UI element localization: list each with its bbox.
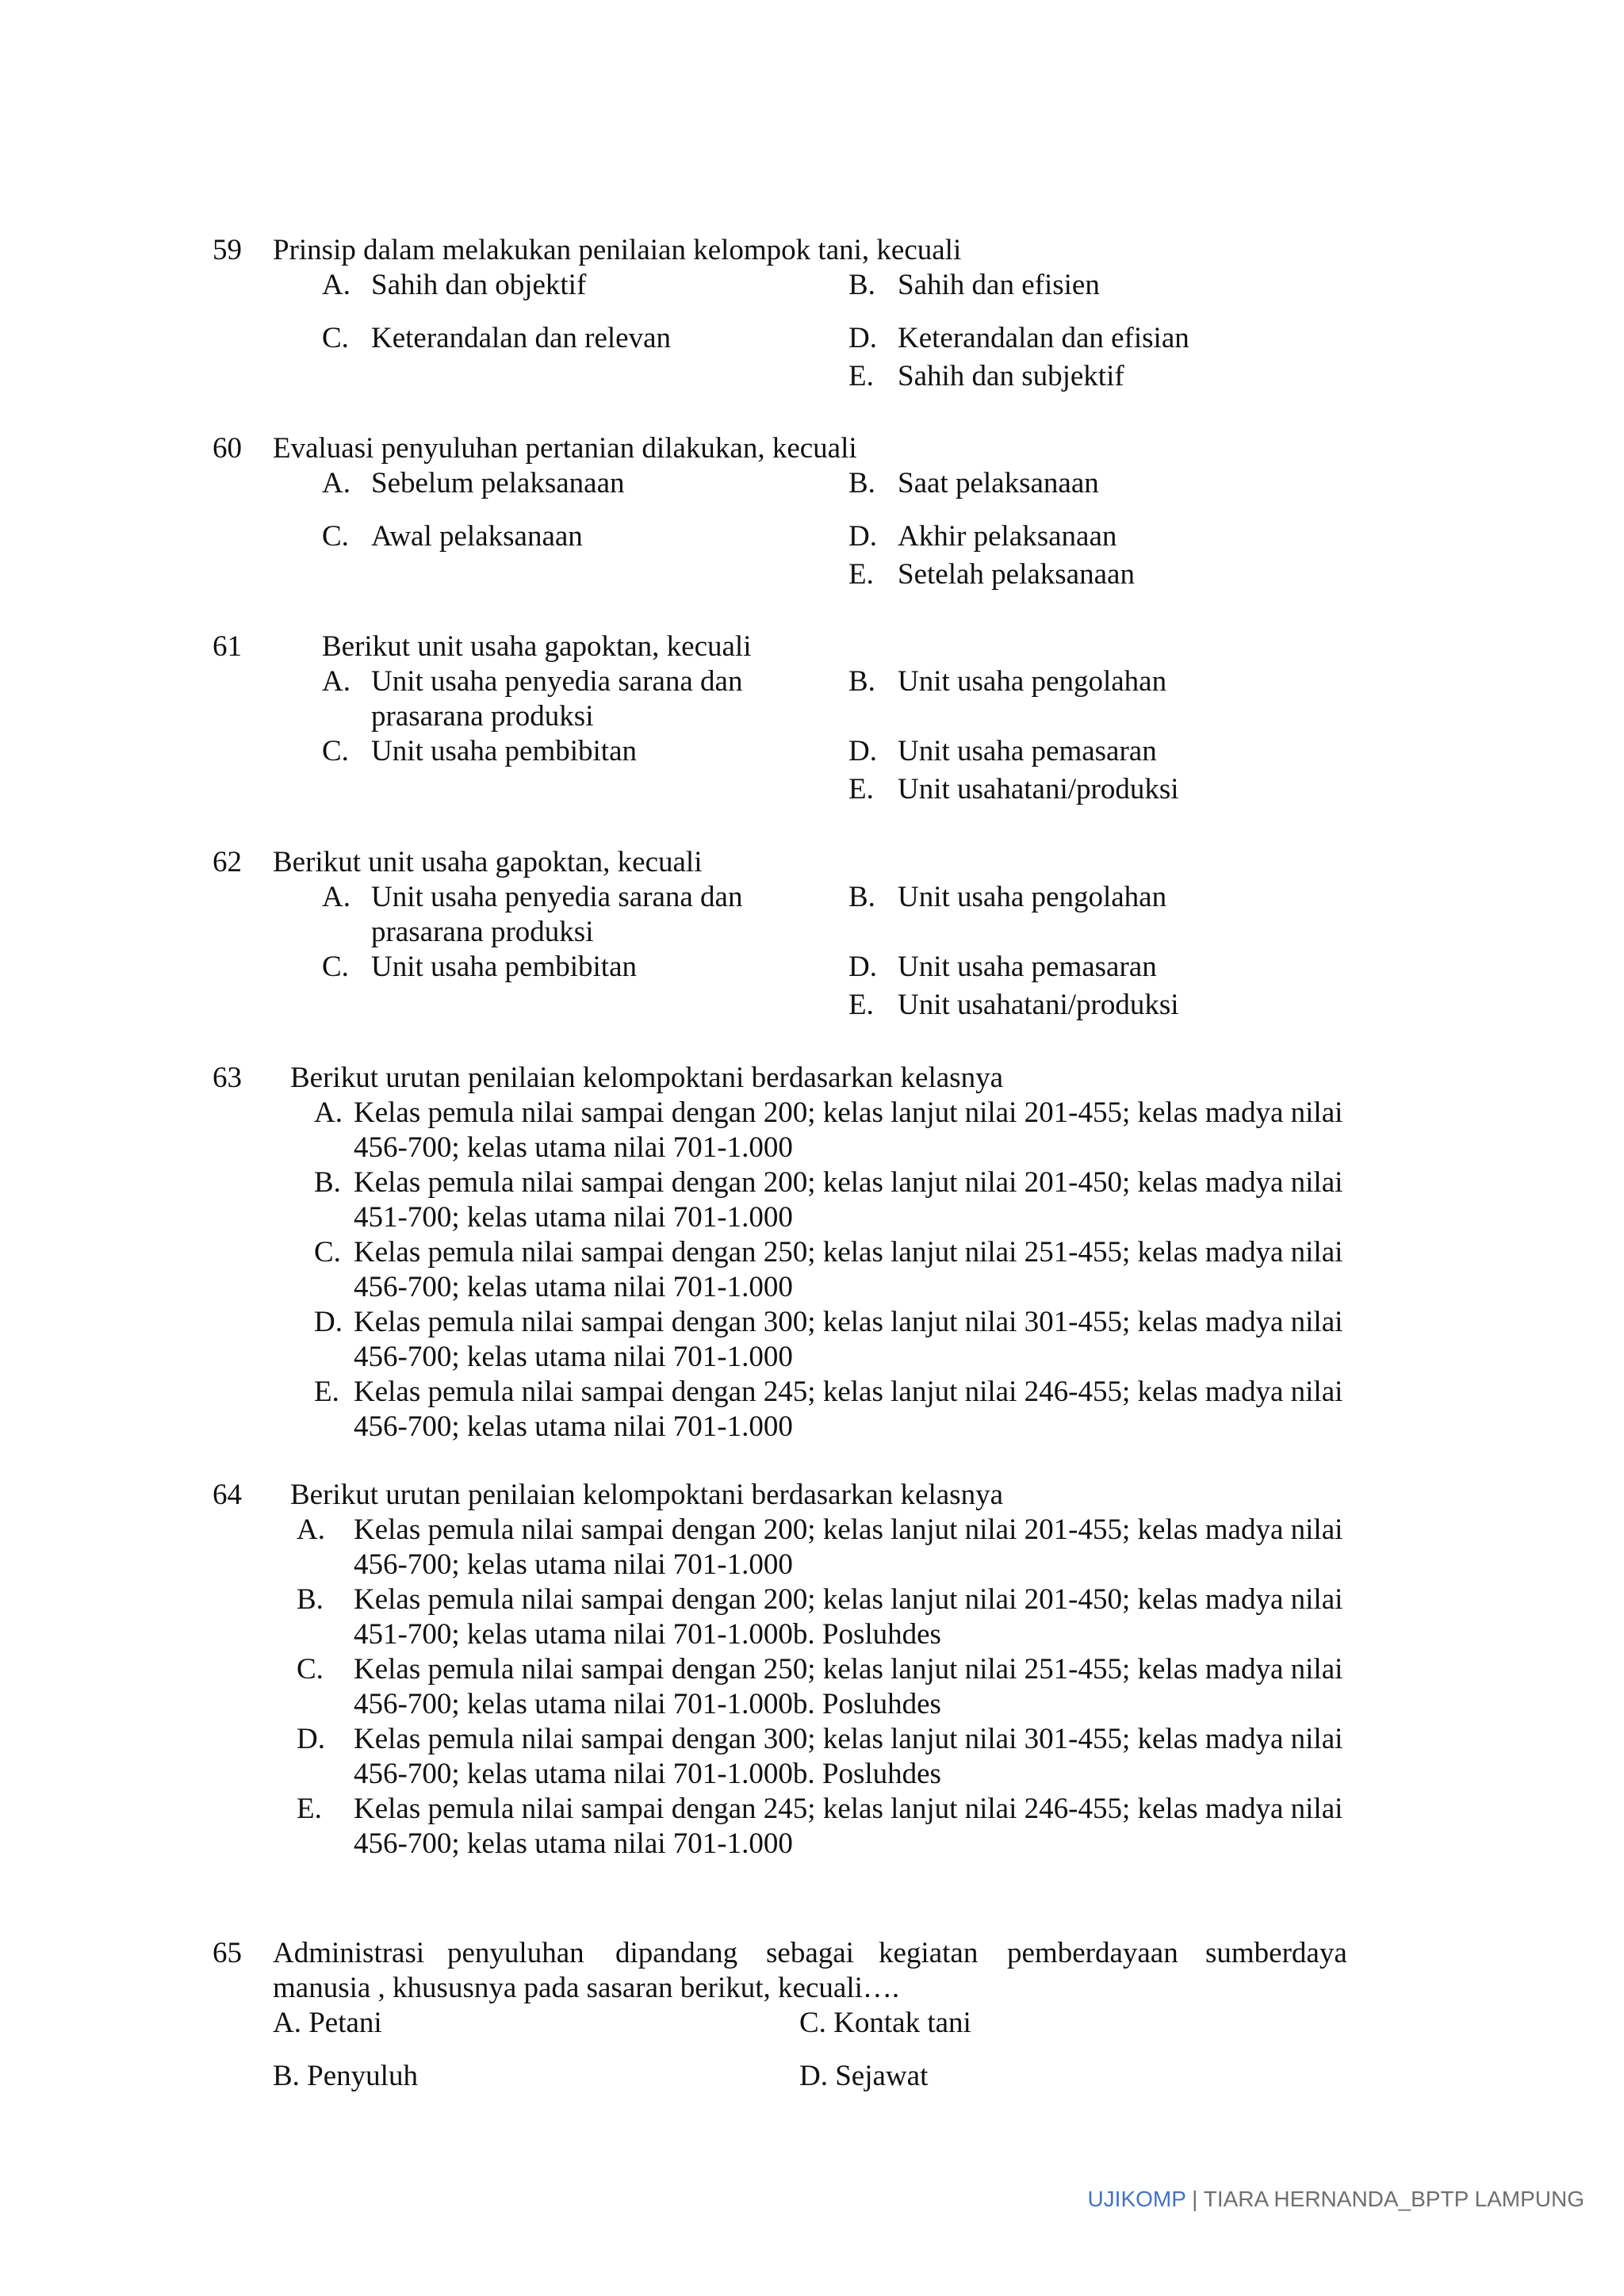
option-text-continued: prasarana produksi <box>371 700 594 733</box>
question-word: sebagai <box>766 1937 854 1969</box>
option-letter: A. <box>322 665 350 698</box>
option-text: Kelas pemula nilai sampai dengan 250; kelas lanjut nilai 251-455; kelas madya nilai <box>354 1236 1343 1269</box>
option-text: Unit usahatani/produksi <box>898 989 1179 1021</box>
option-text-continued: 451-700; kelas utama nilai 701-1.000 <box>354 1201 793 1234</box>
option-text-continued: prasarana produksi <box>371 916 594 948</box>
option-text: Kelas pemula nilai sampai dengan 300; kelas lanjut nilai 301-455; kelas madya nilai <box>354 1306 1343 1338</box>
option-letter: E. <box>848 989 874 1021</box>
option-text: Keterandalan dan relevan <box>371 322 672 354</box>
option-text: Setelah pelaksanaan <box>898 558 1135 591</box>
option-text: Sahih dan objektif <box>371 269 587 301</box>
option-text: Kelas pemula nilai sampai dengan 200; kelas lanjut nilai 201-455; kelas madya nilai <box>354 1513 1343 1546</box>
option-text: C. Kontak tani <box>799 2007 971 2039</box>
option-text: Awal pelaksanaan <box>371 520 583 553</box>
option-letter: A. <box>322 467 350 499</box>
option-text: Kelas pemula nilai sampai dengan 200; kelas lanjut nilai 201-455; kelas madya nilai <box>354 1096 1343 1129</box>
option-letter: C. <box>322 951 349 983</box>
option-text: Keterandalan dan efisian <box>898 322 1189 354</box>
option-text: Saat pelaksanaan <box>898 467 1099 499</box>
footer-separator: | <box>1185 2187 1204 2211</box>
option-letter: B. <box>314 1166 341 1199</box>
option-text: Kelas pemula nilai sampai dengan 245; kelas lanjut nilai 246-455; kelas madya nilai <box>354 1793 1343 1825</box>
option-text-continued: 456-700; kelas utama nilai 701-1.000 <box>354 1410 793 1443</box>
option-letter: E. <box>848 773 874 806</box>
option-letter: A. <box>322 881 350 913</box>
option-text: Kelas pemula nilai sampai dengan 200; kelas lanjut nilai 201-450; kelas madya nilai <box>354 1583 1343 1616</box>
option-letter: A. <box>297 1513 325 1546</box>
option-text-continued: 456-700; kelas utama nilai 701-1.000 <box>354 1827 793 1860</box>
option-text: Unit usaha pengolahan <box>898 881 1167 913</box>
option-text: Akhir pelaksanaan <box>898 520 1117 553</box>
option-text: Sahih dan efisien <box>898 269 1100 301</box>
option-letter: C. <box>322 735 349 767</box>
option-letter: B. <box>848 881 875 913</box>
question-word: penyuluhan <box>447 1937 584 1969</box>
question-number: 60 <box>213 432 242 465</box>
option-text: D. Sejawat <box>799 2060 929 2092</box>
option-letter: A. <box>322 269 350 301</box>
question-text: Berikut unit usaha gapoktan, kecuali <box>322 630 752 663</box>
option-text: Kelas pemula nilai sampai dengan 200; kelas lanjut nilai 201-450; kelas madya nilai <box>354 1166 1343 1199</box>
option-text: Unit usaha penyedia sarana dan <box>371 665 743 698</box>
option-letter: C. <box>314 1236 341 1269</box>
question-text-continued: manusia , khususnya pada sasaran berikut, kecuali…. <box>273 1972 900 2004</box>
question-text: Berikut urutan penilaian kelompoktani berdasarkan kelasnya <box>290 1479 1004 1511</box>
option-text: Unit usaha pemasaran <box>898 951 1157 983</box>
option-text: Unit usaha pembibitan <box>371 735 637 767</box>
option-text: Unit usaha pembibitan <box>371 951 637 983</box>
footer-author: TIARA HERNANDA_BPTP LAMPUNG <box>1203 2187 1584 2211</box>
option-text: Sahih dan subjektif <box>898 360 1124 392</box>
question-text: Prinsip dalam melakukan penilaian kelompok tani, kecuali <box>273 234 962 266</box>
option-letter: B. <box>848 467 875 499</box>
option-text: B. Penyuluh <box>273 2060 418 2092</box>
question-number: 59 <box>213 234 242 266</box>
option-text: Unit usaha pemasaran <box>898 735 1157 767</box>
question-word: dipandang <box>615 1937 738 1969</box>
option-text: Sebelum pelaksanaan <box>371 467 625 499</box>
option-letter: C. <box>322 322 349 354</box>
option-letter: E. <box>314 1376 339 1408</box>
option-letter: C. <box>297 1653 324 1686</box>
option-letter: B. <box>848 665 875 698</box>
option-text: Kelas pemula nilai sampai dengan 300; kelas lanjut nilai 301-455; kelas madya nilai <box>354 1723 1343 1755</box>
option-text-continued: 456-700; kelas utama nilai 701-1.000b. Posluhdes <box>354 1758 941 1790</box>
option-text: Kelas pemula nilai sampai dengan 245; kelas lanjut nilai 246-455; kelas madya nilai <box>354 1376 1343 1408</box>
question-number: 64 <box>213 1479 242 1511</box>
option-letter: C. <box>322 520 349 553</box>
option-letter: B. <box>297 1583 324 1616</box>
question-number: 65 <box>213 1937 242 1969</box>
option-letter: D. <box>848 951 877 983</box>
option-letter: E. <box>848 558 874 591</box>
option-text-continued: 456-700; kelas utama nilai 701-1.000 <box>354 1548 793 1581</box>
option-letter: B. <box>848 269 875 301</box>
page-footer <box>1087 2185 1584 2214</box>
question-word: kegiatan <box>879 1937 979 1969</box>
footer-brand: UJIKOMP <box>1087 2187 1186 2211</box>
question-word: pemberdayaan <box>1007 1937 1178 1969</box>
question-number: 61 <box>213 630 242 663</box>
option-text-continued: 456-700; kelas utama nilai 701-1.000 <box>354 1131 793 1164</box>
question-word: sumberdaya <box>1205 1937 1347 1969</box>
option-letter: D. <box>297 1723 325 1755</box>
option-letter: A. <box>314 1096 343 1129</box>
question-number: 62 <box>213 846 242 878</box>
option-text-continued: 456-700; kelas utama nilai 701-1.000 <box>354 1271 793 1303</box>
question-word: Administrasi <box>273 1937 425 1969</box>
option-text: Unit usaha penyedia sarana dan <box>371 881 743 913</box>
option-letter: D. <box>848 322 877 354</box>
option-letter: D. <box>848 735 877 767</box>
question-text: Evaluasi penyuluhan pertanian dilakukan, kecuali <box>273 432 857 465</box>
question-text: Berikut urutan penilaian kelompoktani berdasarkan kelasnya <box>290 1062 1004 1094</box>
option-text: Unit usaha pengolahan <box>898 665 1167 698</box>
option-text-continued: 451-700; kelas utama nilai 701-1.000b. Posluhdes <box>354 1618 941 1651</box>
option-text: Kelas pemula nilai sampai dengan 250; kelas lanjut nilai 251-455; kelas madya nilai <box>354 1653 1343 1686</box>
option-text: A. Petani <box>273 2007 382 2039</box>
option-letter: E. <box>848 360 874 392</box>
option-text-continued: 456-700; kelas utama nilai 701-1.000 <box>354 1341 793 1373</box>
option-text: Unit usahatani/produksi <box>898 773 1179 806</box>
option-letter: E. <box>297 1793 322 1825</box>
option-letter: D. <box>314 1306 343 1338</box>
option-text-continued: 456-700; kelas utama nilai 701-1.000b. Posluhdes <box>354 1688 941 1720</box>
option-letter: D. <box>848 520 877 553</box>
question-text: Berikut unit usaha gapoktan, kecuali <box>273 846 703 878</box>
question-number: 63 <box>213 1062 242 1094</box>
